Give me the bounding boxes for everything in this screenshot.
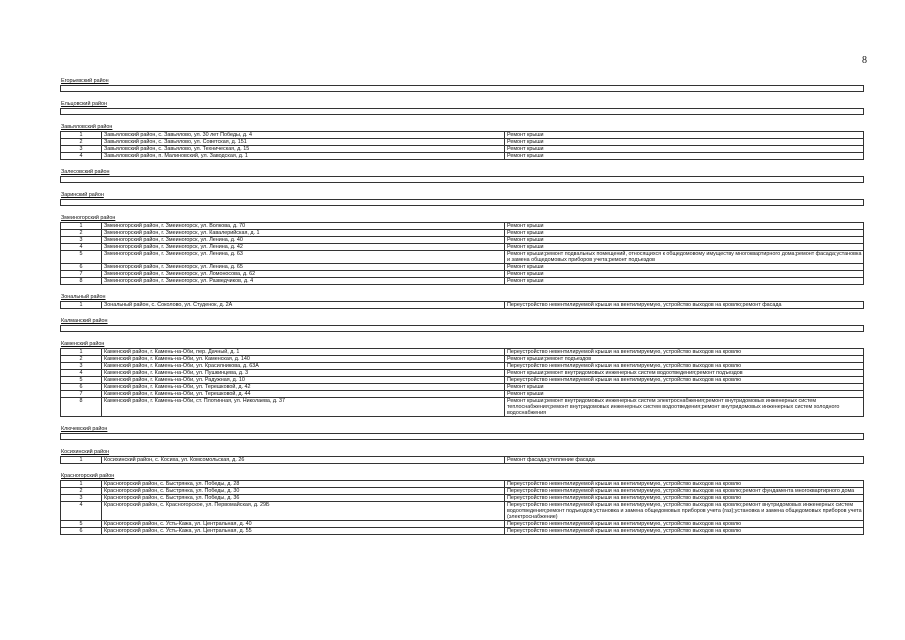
row-address: Красногорский район, с. Красногорское, ул. Первомайская, д. 29Б (102, 502, 505, 520)
district-section (60, 318, 864, 332)
table-row (60, 349, 864, 356)
district-title: Калманский район (60, 318, 864, 326)
district-title: Ельцовский район (60, 101, 864, 109)
row-address: Змеиногорский район, г. Змеиногорск, ул. Ленина, д. 40 (102, 237, 505, 243)
section-gap (60, 440, 864, 449)
row-work-type: Ремонт крыши (507, 278, 544, 284)
row-number: 8 (61, 278, 102, 284)
row-work-type: Ремонт крыши (507, 153, 544, 159)
row-number: 7 (61, 391, 102, 397)
row-address: Каменский район, г. Камень-на-Оби, ул. Красилникова, д. 63А (102, 363, 505, 369)
row-number: 5 (61, 251, 102, 263)
row-address: Зональный район, с. Соколово, ул. Студенок, д. 2А (102, 302, 505, 308)
row-address: Каменский район, г. Камень-на-Оби, ул. Терешковой, д. 44 (102, 391, 505, 397)
row-address: Каменский район, г. Камень-на-Оби, ул. Каменская, д. 140 (102, 356, 505, 362)
empty-cell (61, 200, 501, 205)
row-number: 1 (61, 302, 102, 308)
row-address: Змеиногорский район, г. Змеиногорск, ул. Ломоносова, д. 62 (102, 271, 505, 277)
empty-cell (61, 434, 501, 439)
table-row (60, 488, 864, 495)
table-row (60, 278, 864, 285)
district-section (60, 341, 864, 417)
row-number: 4 (61, 370, 102, 376)
row-address: Каменский район, г. Камень-на-Оби, ул. Пушкинцева, д. 3 (102, 370, 505, 376)
table-row (60, 370, 864, 377)
row-number: 3 (61, 363, 102, 369)
row-address: Змеиногорский район, г. Змеиногорск, ул. Ленина, д. 65 (102, 264, 505, 270)
row-address: Красногорский район, с. Быстрянка, ул. Победы, д. 30 (102, 488, 505, 494)
row-work-type: Переустройство невентилируемой крыши на вентилируемую, устройство выходов на кровлю (507, 528, 742, 534)
section-gap (60, 115, 864, 124)
table-row (60, 457, 864, 464)
table-row (60, 132, 864, 139)
row-work-type: Переустройство невентилируемой крыши на вентилируемую, устройство выходов на кровлю (507, 521, 742, 527)
section-gap (60, 464, 864, 473)
row-address: Змеиногорский район, г. Змеиногорск, ул. Разведчиков, д. 4 (102, 278, 505, 284)
row-address: Завьяловский район, п. Малиновский, ул. Заводская, д. 1 (102, 153, 505, 159)
district-title: Каменский район (60, 341, 864, 349)
section-gap (60, 535, 864, 544)
row-address: Каменский район, г. Камень-на-Оби, ст. Плотинная, ул. Николаева, д. 37 (102, 398, 505, 416)
row-address: Змеиногорский район, г. Змеиногорск, ул. Волкова, д. 70 (102, 223, 505, 229)
row-address: Завьяловский район, с. Завьялово, ул. 30 лет Победы, д. 4 (102, 132, 505, 138)
row-work-type: Ремонт крыши (507, 146, 544, 152)
table-row (60, 223, 864, 230)
table-row (60, 271, 864, 278)
section-gap (60, 417, 864, 426)
row-work-type: Ремонт крыши (507, 230, 544, 236)
row-number: 4 (61, 244, 102, 250)
district-title: Залесовский район (60, 169, 864, 177)
table-row (60, 146, 864, 153)
row-address: Завьяловский район, с. Завьялово, ул. Советская, д. 151 (102, 139, 505, 145)
table-row (60, 398, 864, 417)
row-address: Змеиногорский район, г. Змеиногорск, ул. Ленина, д. 42 (102, 244, 505, 250)
row-number: 7 (61, 271, 102, 277)
empty-cell (501, 86, 863, 91)
row-work-type: Переустройство невентилируемой крыши на вентилируемую, устройство выходов на кровлю (507, 481, 742, 487)
row-number: 2 (61, 488, 102, 494)
row-address: Красногорский район, с. Усть-Кажа, ул. Центральная, д. 40 (102, 521, 505, 527)
district-section (60, 124, 864, 160)
page-number: 8 (862, 55, 867, 66)
row-work-type: Ремонт крыши (507, 264, 544, 270)
table-row (60, 481, 864, 488)
table-row (60, 244, 864, 251)
table-row (60, 384, 864, 391)
row-number: 2 (61, 356, 102, 362)
table-row (60, 363, 864, 370)
table-row (60, 528, 864, 535)
district-title: Ключевский район (60, 426, 864, 434)
section-gap (60, 309, 864, 318)
district-section (60, 101, 864, 115)
row-work-type: Переустройство невентилируемой крыши на вентилируемую, устройство выходов на кровлю;ремонт внутридомовых инженерных систем водоотведения;ремонт подъездов;установка и замена общедомовых приборов учета (газ);установка и замена общедомовых приборов учета (электроснабжение) (507, 502, 862, 520)
district-title: Зональный район (60, 294, 864, 302)
row-number: 3 (61, 237, 102, 243)
row-number: 3 (61, 495, 102, 501)
empty-cell (501, 109, 863, 114)
row-number: 2 (61, 139, 102, 145)
table-row (60, 237, 864, 244)
table-row (60, 521, 864, 528)
district-section (60, 169, 864, 183)
district-section (60, 215, 864, 285)
empty-cell (61, 86, 501, 91)
table-row (60, 502, 864, 521)
district-section (60, 192, 864, 206)
row-address: Красногорский район, с. Усть-Кажа, ул. Центральная, д. 55 (102, 528, 505, 534)
row-number: 1 (61, 481, 102, 487)
row-number: 6 (61, 528, 102, 534)
table-row (60, 495, 864, 502)
district-title: Косихинский район (60, 449, 864, 457)
empty-cell (61, 177, 501, 182)
row-number: 1 (61, 349, 102, 355)
row-number: 8 (61, 398, 102, 416)
row-work-type: Переустройство невентилируемой крыши на вентилируемую, устройство выходов на кровлю (507, 363, 742, 369)
district-title: Егорьевский район (60, 78, 864, 86)
district-section (60, 78, 864, 92)
row-work-type: Ремонт крыши (507, 391, 544, 397)
row-work-type: Ремонт крыши (507, 132, 544, 138)
district-title: Красногорский район (60, 473, 864, 481)
row-number: 5 (61, 521, 102, 527)
empty-cell (61, 109, 501, 114)
row-address: Каменский район, г. Камень-на-Оби, пер. Дачный, д. 1 (102, 349, 505, 355)
table-row (60, 139, 864, 146)
table-row (60, 391, 864, 398)
row-number: 1 (61, 132, 102, 138)
row-work-type: Ремонт фасада;утепление фасада (507, 457, 595, 463)
row-work-type: Переустройство невентилируемой крыши на вентилируемую, устройство выходов на кровлю (507, 349, 742, 355)
section-gap (60, 332, 864, 341)
row-address: Красногорский район, с. Быстрянка, ул. Победы, д. 36 (102, 495, 505, 501)
row-work-type: Ремонт крыши (507, 244, 544, 250)
row-work-type: Ремонт крыши;ремонт внутридомовых инженерных систем водоотведения;ремонт подъездов (507, 370, 743, 376)
row-number: 4 (61, 502, 102, 520)
row-address: Каменский район, г. Камень-на-Оби, ул. Радужная, д. 10 (102, 377, 505, 383)
table-row (60, 230, 864, 237)
section-gap (60, 92, 864, 101)
row-work-type: Ремонт крыши (507, 237, 544, 243)
row-address: Змеиногорский район, г. Змеиногорск, ул. Кавалерийская, д. 1 (102, 230, 505, 236)
district-title: Заринский район (60, 192, 864, 200)
row-address: Косихинский район, с. Косиха, ул. Комсомольская, д. 26 (102, 457, 505, 463)
row-work-type: Ремонт крыши;ремонт внутридомовых инженерных систем электроснабжения;ремонт внутридомовых инженерных систем теплоснабжения;ремонт внутридомовых инженерных систем водоотведения;ремонт внутридомовых инженерных систем холодного водоснабжения (507, 398, 840, 416)
row-work-type: Ремонт крыши;ремонт подвальных помещений, относящихся к общедомовому имуществу многоквартирного дома;ремонт фасада;установка и замена общедомовых приборов учета;ремонт подъездов (507, 251, 862, 263)
district-section (60, 449, 864, 464)
row-work-type: Переустройство невентилируемой крыши на вентилируемую, устройство выходов на кровлю (507, 377, 742, 383)
row-work-type: Переустройство невентилируемой крыши на вентилируемую, устройство выходов на кровлю (507, 495, 742, 501)
empty-cell (501, 200, 863, 205)
row-number: 5 (61, 377, 102, 383)
row-address: Завьяловский район, с. Завьялово, ул. Техническая, д. 15 (102, 146, 505, 152)
empty-cell (501, 177, 863, 182)
row-address: Змеиногорский район, г. Змеиногорск, ул. Ленина, д. 63 (102, 251, 505, 263)
section-gap (60, 160, 864, 169)
table-row (60, 251, 864, 264)
row-work-type: Ремонт крыши;ремонт подъездов (507, 356, 592, 362)
row-work-type: Ремонт крыши (507, 223, 544, 229)
table-row (60, 302, 864, 309)
row-number: 2 (61, 230, 102, 236)
row-work-type: Переустройство невентилируемой крыши на вентилируемую, устройство выходов на кровлю;ремонт фундамента многоквартирного дома (507, 488, 855, 494)
row-number: 6 (61, 384, 102, 390)
table-row (60, 356, 864, 363)
table-row (60, 153, 864, 160)
section-gap (60, 206, 864, 215)
section-gap (60, 285, 864, 294)
row-work-type: Ремонт крыши (507, 384, 544, 390)
row-number: 1 (61, 223, 102, 229)
row-work-type: Ремонт крыши (507, 139, 544, 145)
row-number: 6 (61, 264, 102, 270)
section-gap (60, 183, 864, 192)
row-number: 3 (61, 146, 102, 152)
repair-list-document (60, 78, 864, 544)
row-number: 1 (61, 457, 102, 463)
row-work-type: Переустройство невентилируемой крыши на вентилируемую, устройство выходов на кровлю;ремонт фасада (507, 302, 782, 308)
district-title: Завьяловский район (60, 124, 864, 132)
empty-cell (61, 326, 501, 331)
row-number: 4 (61, 153, 102, 159)
empty-cell (501, 434, 863, 439)
row-address: Красногорский район, с. Быстрянка, ул. Победы, д. 28 (102, 481, 505, 487)
district-title: Змеиногорский район (60, 215, 864, 223)
table-row (60, 264, 864, 271)
empty-cell (501, 326, 863, 331)
district-section (60, 426, 864, 440)
row-work-type: Ремонт крыши (507, 271, 544, 277)
district-section (60, 473, 864, 535)
district-section (60, 294, 864, 309)
row-address: Каменский район, г. Камень-на-Оби, ул. Терешковой, д. 42 (102, 384, 505, 390)
table-row (60, 377, 864, 384)
